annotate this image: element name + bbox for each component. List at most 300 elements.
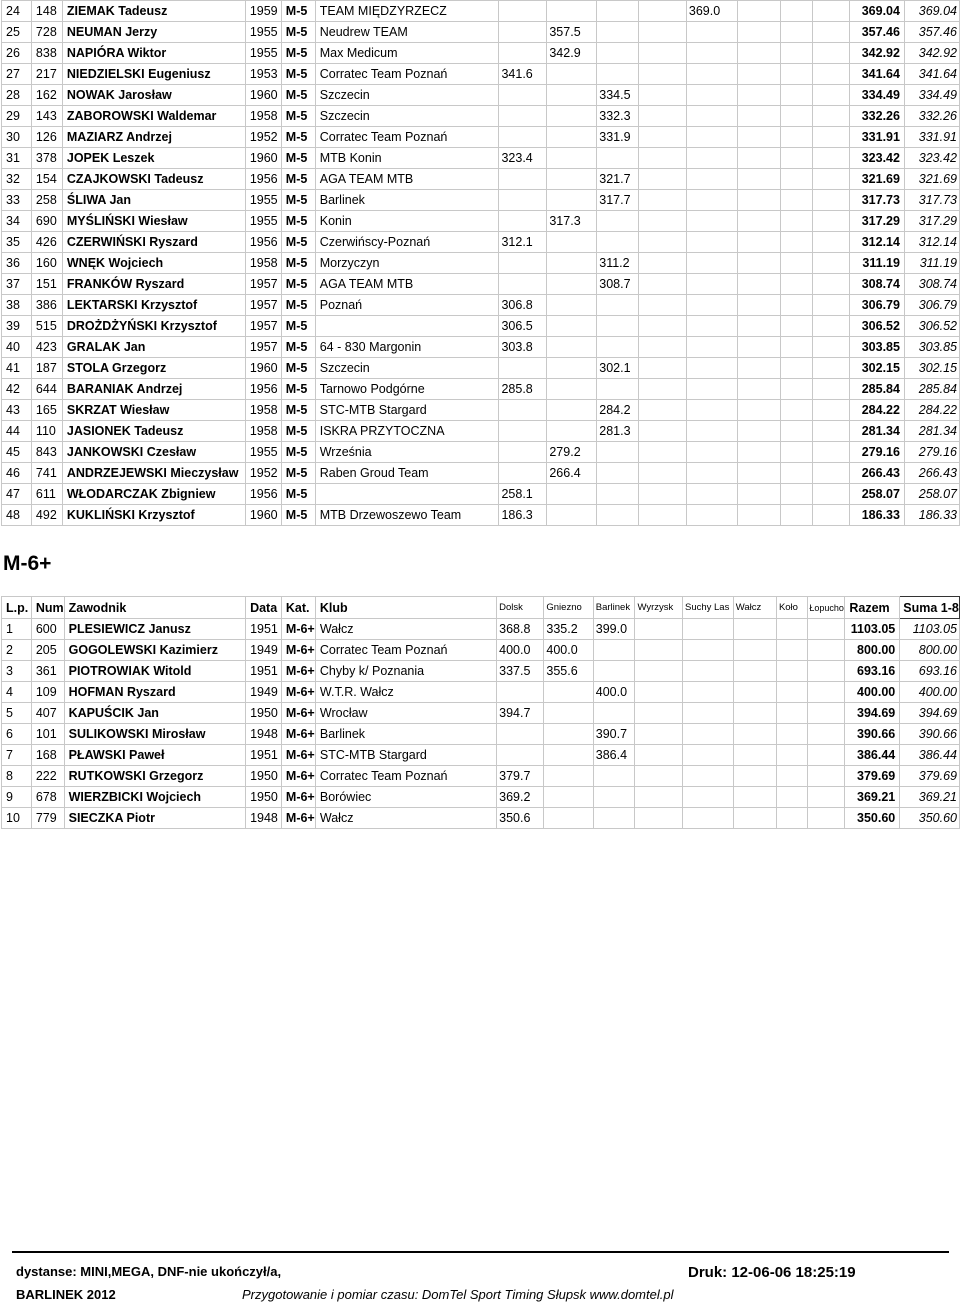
table-row: [2, 232, 960, 253]
cell-category: M-6+: [281, 619, 315, 640]
cell-score-suchy-las: [686, 463, 737, 484]
cell-place: 27: [2, 64, 32, 85]
cell-score-lopuchowo: [813, 1, 850, 22]
cell-athlete-name: CZAJKOWSKI Tadeusz: [62, 169, 245, 190]
cell-score-dolsk: [497, 745, 544, 766]
cell-place: 41: [2, 358, 32, 379]
cell-score-dolsk: [499, 253, 547, 274]
cell-total: 386.44: [845, 745, 900, 766]
cell-score-gniezno: 357.5: [547, 22, 597, 43]
cell-score-walcz: [737, 253, 781, 274]
cell-club: Raben Groud Team: [315, 463, 499, 484]
cell-score-suchy-las: [686, 316, 737, 337]
cell-birth-year: 1948: [246, 808, 282, 829]
table-row: [2, 358, 960, 379]
cell-total: 394.69: [845, 703, 900, 724]
cell-score-suchy-las: [686, 358, 737, 379]
cell-score-dolsk: [499, 400, 547, 421]
cell-sum: 317.29: [904, 211, 959, 232]
table-row: [2, 316, 960, 337]
table-row: [2, 724, 960, 745]
cell-score-gniezno: 266.4: [547, 463, 597, 484]
cell-score-walcz: [737, 106, 781, 127]
table-row: [2, 337, 960, 358]
cell-birth-year: 1958: [245, 253, 281, 274]
cell-athlete-name: JOPEK Leszek: [62, 148, 245, 169]
cell-bib: 258: [31, 190, 62, 211]
table-row: [2, 43, 960, 64]
cell-club: Wałcz: [315, 619, 496, 640]
cell-club: Tarnowo Podgórne: [315, 379, 499, 400]
cell-score-barlinek: 399.0: [593, 619, 635, 640]
cell-score-lopuchowo: [813, 358, 850, 379]
cell-category: M-5: [281, 1, 315, 22]
cell-score-suchy-las: [686, 169, 737, 190]
cell-athlete-name: NAPIÓRA Wiktor: [62, 43, 245, 64]
cell-score-suchy-las: [686, 127, 737, 148]
cell-score-barlinek: 334.5: [597, 85, 639, 106]
cell-score-barlinek: [597, 43, 639, 64]
cell-score-gniezno: [547, 253, 597, 274]
cell-score-wyrzysk: [639, 400, 687, 421]
cell-score-barlinek: [597, 337, 639, 358]
cell-score-gniezno: [544, 703, 593, 724]
cell-sum: 332.26: [904, 106, 959, 127]
cell-score-suchy-las: [686, 64, 737, 85]
cell-score-gniezno: [547, 1, 597, 22]
cell-birth-year: 1951: [246, 661, 282, 682]
cell-athlete-name: RUTKOWSKI Grzegorz: [64, 766, 245, 787]
cell-place: 4: [2, 682, 32, 703]
cell-club: AGA TEAM MTB: [315, 169, 499, 190]
cell-score-wyrzysk: [639, 484, 687, 505]
cell-score-suchy-las: [686, 400, 737, 421]
cell-club: 64 - 830 Margonin: [315, 337, 499, 358]
table-row: [2, 661, 960, 682]
cell-athlete-name: WIERZBICKI Wojciech: [64, 787, 245, 808]
cell-score-walcz: [737, 64, 781, 85]
cell-athlete-name: GOGOLEWSKI Kazimierz: [64, 640, 245, 661]
cell-bib: 160: [31, 253, 62, 274]
cell-place: 42: [2, 379, 32, 400]
cell-score-gniezno: 400.0: [544, 640, 593, 661]
cell-sum: 186.33: [904, 505, 959, 526]
cell-club: Czerwińscy-Poznań: [315, 232, 499, 253]
cell-score-walcz: [737, 400, 781, 421]
cell-score-walcz: [737, 337, 781, 358]
cell-athlete-name: DROŻDŻYŃSKI Krzysztof: [62, 316, 245, 337]
cell-score-wyrzysk: [639, 274, 687, 295]
cell-place: 31: [2, 148, 32, 169]
cell-place: 10: [2, 808, 32, 829]
table-row: [2, 127, 960, 148]
cell-place: 6: [2, 724, 32, 745]
cell-score-suchy-las: [686, 442, 737, 463]
cell-score-walcz: [737, 316, 781, 337]
cell-birth-year: 1958: [245, 421, 281, 442]
cell-total: 279.16: [850, 442, 905, 463]
cell-score-kolo: [776, 640, 807, 661]
cell-total: 285.84: [850, 379, 905, 400]
cell-score-walcz: [733, 766, 776, 787]
cell-score-dolsk: [499, 1, 547, 22]
cell-sum: 386.44: [900, 745, 960, 766]
cell-bib: 515: [31, 316, 62, 337]
cell-place: 47: [2, 484, 32, 505]
cell-birth-year: 1958: [245, 106, 281, 127]
cell-athlete-name: BARANIAK Andrzej: [62, 379, 245, 400]
cell-score-suchy-las: [686, 211, 737, 232]
cell-total: 357.46: [850, 22, 905, 43]
cell-sum: 266.43: [904, 463, 959, 484]
cell-score-kolo: [781, 64, 813, 85]
cell-score-kolo: [781, 211, 813, 232]
cell-birth-year: 1960: [245, 505, 281, 526]
cell-score-walcz: [733, 724, 776, 745]
cell-bib: 690: [31, 211, 62, 232]
cell-place: 8: [2, 766, 32, 787]
cell-athlete-name: NOWAK Jarosław: [62, 85, 245, 106]
cell-score-wyrzysk: [635, 682, 683, 703]
cell-athlete-name: ŚLIWA Jan: [62, 190, 245, 211]
cell-score-dolsk: 400.0: [497, 640, 544, 661]
cell-category: M-6+: [281, 682, 315, 703]
cell-score-kolo: [781, 106, 813, 127]
cell-score-lopuchowo: [808, 640, 845, 661]
cell-score-wyrzysk: [635, 619, 683, 640]
cell-birth-year: 1956: [245, 484, 281, 505]
cell-total: 303.85: [850, 337, 905, 358]
cell-score-suchy-las: [686, 232, 737, 253]
cell-birth-year: 1960: [245, 85, 281, 106]
cell-bib: 426: [31, 232, 62, 253]
cell-score-barlinek: [593, 787, 635, 808]
col-header-name: Zawodnik: [64, 597, 245, 619]
cell-sum: 306.52: [904, 316, 959, 337]
cell-sum: 281.34: [904, 421, 959, 442]
cell-place: 2: [2, 640, 32, 661]
cell-score-suchy-las: [682, 745, 733, 766]
col-header-gniezno: Gniezno: [544, 597, 593, 619]
cell-score-lopuchowo: [808, 745, 845, 766]
cell-athlete-name: MAZIARZ Andrzej: [62, 127, 245, 148]
cell-score-gniezno: [547, 106, 597, 127]
cell-score-dolsk: 186.3: [499, 505, 547, 526]
cell-bib: 151: [31, 274, 62, 295]
cell-place: 3: [2, 661, 32, 682]
cell-place: 44: [2, 421, 32, 442]
cell-score-lopuchowo: [813, 337, 850, 358]
cell-birth-year: 1952: [245, 127, 281, 148]
cell-score-barlinek: 331.9: [597, 127, 639, 148]
cell-place: 25: [2, 22, 32, 43]
cell-place: 38: [2, 295, 32, 316]
cell-score-walcz: [737, 442, 781, 463]
cell-score-dolsk: [499, 211, 547, 232]
cell-category: M-5: [281, 400, 315, 421]
cell-birth-year: 1949: [246, 682, 282, 703]
cell-score-lopuchowo: [813, 253, 850, 274]
cell-score-suchy-las: [686, 43, 737, 64]
cell-club: Neudrew TEAM: [315, 22, 499, 43]
cell-score-walcz: [737, 148, 781, 169]
cell-score-walcz: [737, 85, 781, 106]
cell-score-gniezno: [547, 379, 597, 400]
cell-score-kolo: [781, 232, 813, 253]
cell-total: 693.16: [845, 661, 900, 682]
cell-score-kolo: [781, 85, 813, 106]
cell-score-kolo: [776, 745, 807, 766]
cell-sum: 379.69: [900, 766, 960, 787]
cell-birth-year: 1958: [245, 400, 281, 421]
cell-club: Corratec Team Poznań: [315, 127, 499, 148]
cell-score-walcz: [737, 463, 781, 484]
cell-athlete-name: GRALAK Jan: [62, 337, 245, 358]
cell-score-walcz: [737, 274, 781, 295]
cell-total: 284.22: [850, 400, 905, 421]
cell-score-gniezno: [547, 148, 597, 169]
cell-category: M-6+: [281, 640, 315, 661]
cell-score-kolo: [776, 703, 807, 724]
cell-score-suchy-las: [686, 22, 737, 43]
cell-club: Poznań: [315, 295, 499, 316]
cell-score-barlinek: 284.2: [597, 400, 639, 421]
cell-athlete-name: JANKOWSKI Czesław: [62, 442, 245, 463]
cell-score-dolsk: 306.8: [499, 295, 547, 316]
cell-bib: 205: [31, 640, 64, 661]
cell-place: 28: [2, 85, 32, 106]
cell-athlete-name: SIECZKA Piotr: [64, 808, 245, 829]
cell-score-kolo: [776, 766, 807, 787]
cell-score-walcz: [733, 745, 776, 766]
footer-timing: Przygotowanie i pomiar czasu: DomTel Sport Timing Słupsk www.domtel.pl: [242, 1287, 674, 1302]
cell-score-gniezno: [547, 358, 597, 379]
cell-category: M-5: [281, 85, 315, 106]
cell-score-dolsk: [499, 106, 547, 127]
cell-category: M-5: [281, 463, 315, 484]
cell-club: Wałcz: [315, 808, 496, 829]
cell-score-lopuchowo: [813, 85, 850, 106]
col-header-club: Klub: [315, 597, 496, 619]
col-header-walcz: Wałcz: [733, 597, 776, 619]
cell-score-lopuchowo: [808, 703, 845, 724]
cell-bib: 492: [31, 505, 62, 526]
cell-score-lopuchowo: [813, 274, 850, 295]
cell-score-dolsk: 350.6: [497, 808, 544, 829]
cell-birth-year: 1957: [245, 316, 281, 337]
cell-score-gniezno: [547, 316, 597, 337]
cell-score-barlinek: [593, 703, 635, 724]
cell-score-wyrzysk: [639, 295, 687, 316]
cell-score-lopuchowo: [813, 400, 850, 421]
cell-score-gniezno: 355.6: [544, 661, 593, 682]
cell-score-suchy-las: [682, 640, 733, 661]
cell-score-barlinek: [597, 211, 639, 232]
footer-divider: [12, 1251, 949, 1253]
cell-club: [315, 484, 499, 505]
table-row: [2, 400, 960, 421]
cell-score-walcz: [733, 703, 776, 724]
footer-print-date: Druk: 12-06-06 18:25:19: [688, 1264, 856, 1281]
cell-score-wyrzysk: [639, 505, 687, 526]
cell-score-kolo: [781, 421, 813, 442]
cell-total: 400.00: [845, 682, 900, 703]
table-row: [2, 421, 960, 442]
cell-place: 1: [2, 619, 32, 640]
cell-score-kolo: [781, 295, 813, 316]
cell-score-gniezno: [547, 190, 597, 211]
table-row: [2, 766, 960, 787]
cell-bib: 165: [31, 400, 62, 421]
cell-score-wyrzysk: [639, 169, 687, 190]
cell-club: STC-MTB Stargard: [315, 400, 499, 421]
cell-score-walcz: [733, 787, 776, 808]
cell-score-dolsk: [497, 724, 544, 745]
cell-score-walcz: [733, 661, 776, 682]
cell-category: M-6+: [281, 808, 315, 829]
cell-score-lopuchowo: [813, 127, 850, 148]
cell-score-suchy-las: [686, 106, 737, 127]
cell-score-lopuchowo: [808, 766, 845, 787]
cell-category: M-5: [281, 358, 315, 379]
cell-category: M-6+: [281, 787, 315, 808]
cell-score-suchy-las: [686, 505, 737, 526]
cell-score-gniezno: [547, 400, 597, 421]
cell-bib: 148: [31, 1, 62, 22]
cell-score-wyrzysk: [639, 379, 687, 400]
cell-total: 342.92: [850, 43, 905, 64]
cell-category: M-5: [281, 106, 315, 127]
table-row: [2, 463, 960, 484]
cell-score-kolo: [781, 463, 813, 484]
cell-place: 7: [2, 745, 32, 766]
cell-score-barlinek: [597, 442, 639, 463]
cell-category: M-5: [281, 22, 315, 43]
cell-score-wyrzysk: [639, 442, 687, 463]
table-row: [2, 808, 960, 829]
cell-score-barlinek: [597, 505, 639, 526]
cell-sum: 303.85: [904, 337, 959, 358]
cell-score-gniezno: 335.2: [544, 619, 593, 640]
cell-score-suchy-las: [682, 703, 733, 724]
cell-place: 43: [2, 400, 32, 421]
cell-score-lopuchowo: [813, 505, 850, 526]
cell-club: Barlinek: [315, 724, 496, 745]
cell-score-kolo: [781, 22, 813, 43]
cell-score-suchy-las: [686, 274, 737, 295]
cell-score-kolo: [781, 316, 813, 337]
cell-score-dolsk: [499, 421, 547, 442]
cell-category: M-6+: [281, 745, 315, 766]
cell-bib: 611: [31, 484, 62, 505]
cell-athlete-name: PŁAWSKI Paweł: [64, 745, 245, 766]
cell-athlete-name: ANDRZEJEWSKI Mieczysław: [62, 463, 245, 484]
cell-score-kolo: [781, 358, 813, 379]
cell-score-gniezno: [547, 232, 597, 253]
cell-athlete-name: FRANKÓW Ryszard: [62, 274, 245, 295]
cell-category: M-6+: [281, 766, 315, 787]
cell-club: AGA TEAM MTB: [315, 274, 499, 295]
cell-category: M-5: [281, 316, 315, 337]
cell-sum: 321.69: [904, 169, 959, 190]
cell-sum: 312.14: [904, 232, 959, 253]
cell-score-barlinek: 321.7: [597, 169, 639, 190]
cell-birth-year: 1957: [245, 295, 281, 316]
cell-sum: 317.73: [904, 190, 959, 211]
cell-category: M-5: [281, 337, 315, 358]
cell-place: 33: [2, 190, 32, 211]
cell-birth-year: 1957: [245, 337, 281, 358]
cell-athlete-name: ZIEMAK Tadeusz: [62, 1, 245, 22]
cell-sum: 279.16: [904, 442, 959, 463]
cell-score-barlinek: [593, 808, 635, 829]
cell-score-dolsk: [497, 682, 544, 703]
cell-score-wyrzysk: [635, 808, 683, 829]
cell-bib: 154: [31, 169, 62, 190]
cell-score-wyrzysk: [635, 724, 683, 745]
cell-sum: 369.21: [900, 787, 960, 808]
cell-score-kolo: [776, 808, 807, 829]
cell-sum: 306.79: [904, 295, 959, 316]
cell-place: 9: [2, 787, 32, 808]
cell-place: 24: [2, 1, 32, 22]
cell-category: M-6+: [281, 703, 315, 724]
cell-score-barlinek: [597, 232, 639, 253]
cell-club: Szczecin: [315, 358, 499, 379]
table-row: [2, 148, 960, 169]
cell-birth-year: 1955: [245, 211, 281, 232]
cell-score-gniezno: [547, 169, 597, 190]
cell-total: 302.15: [850, 358, 905, 379]
cell-athlete-name: NEUMAN Jerzy: [62, 22, 245, 43]
cell-score-dolsk: 368.8: [497, 619, 544, 640]
cell-score-lopuchowo: [813, 43, 850, 64]
col-header-wyrzysk: Wyrzysk: [635, 597, 683, 619]
cell-bib: 162: [31, 85, 62, 106]
cell-score-gniezno: [547, 421, 597, 442]
cell-score-gniezno: [547, 127, 597, 148]
cell-score-wyrzysk: [639, 316, 687, 337]
cell-category: M-5: [281, 148, 315, 169]
cell-athlete-name: SKRZAT Wiesław: [62, 400, 245, 421]
cell-sum: 302.15: [904, 358, 959, 379]
col-header-barlinek: Barlinek: [593, 597, 635, 619]
cell-score-barlinek: [597, 64, 639, 85]
cell-club: Borówiec: [315, 787, 496, 808]
cell-score-wyrzysk: [639, 463, 687, 484]
cell-birth-year: 1960: [245, 358, 281, 379]
cell-score-barlinek: 400.0: [593, 682, 635, 703]
cell-place: 40: [2, 337, 32, 358]
table-row: [2, 787, 960, 808]
cell-total: 800.00: [845, 640, 900, 661]
cell-score-barlinek: 281.3: [597, 421, 639, 442]
cell-score-suchy-las: [682, 787, 733, 808]
cell-score-suchy-las: [686, 148, 737, 169]
cell-category: M-5: [281, 43, 315, 64]
cell-score-walcz: [737, 505, 781, 526]
header-row: [2, 597, 960, 619]
cell-total: 369.21: [845, 787, 900, 808]
cell-place: 45: [2, 442, 32, 463]
cell-score-dolsk: 312.1: [499, 232, 547, 253]
cell-birth-year: 1950: [246, 703, 282, 724]
col-header-kolo: Koło: [776, 597, 807, 619]
cell-club: W.T.R. Wałcz: [315, 682, 496, 703]
cell-score-lopuchowo: [813, 484, 850, 505]
cell-score-gniezno: [547, 505, 597, 526]
cell-score-walcz: [733, 682, 776, 703]
